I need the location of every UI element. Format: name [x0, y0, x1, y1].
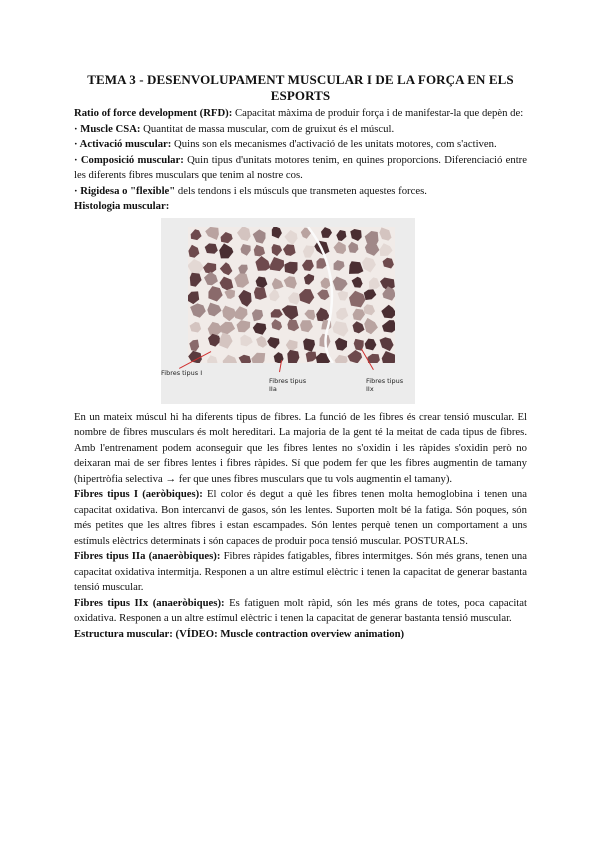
bullet-term: · Composició muscular:: [74, 153, 184, 166]
document-page: [74, 72, 527, 642]
muscle-histology-image: [188, 227, 395, 363]
bullet-text: Quantitat de massa muscular, com de gruixut és el múscul.: [140, 122, 395, 135]
bullet-composition: [74, 153, 527, 184]
bullet-term: · Muscle CSA:: [74, 122, 141, 135]
rfd-text: Capacitat màxima de produir força i de manifestar-la que depèn de:: [232, 107, 524, 119]
fibre-text: Es fatiguen molt ràpid, són les més grans de totes, poca capacitat oxidativa. Responen a un altre estímul elèctric i tenen la capacitat de generar bastanta tensió muscular.: [74, 596, 527, 624]
histology-heading: [74, 199, 527, 215]
label-fibres-type2x: Fibres tipus IIx: [366, 376, 404, 393]
histology-figure: [161, 218, 415, 404]
bullet-term: · Rigidesa o "flexible": [74, 184, 176, 197]
rfd-term: Ratio of force development (RFD):: [74, 107, 233, 119]
bullet-stiffness: [74, 184, 527, 200]
bullet-text: Quins son els mecanismes d'activació de les unitats motores, com s'activen.: [171, 138, 497, 150]
bullet-csa: [74, 122, 527, 138]
rfd-paragraph: [74, 106, 527, 122]
fibre-term: Fibres tipus IIx (anaeròbiques):: [74, 596, 225, 609]
fibre-text: Fibres ràpides fatigables, fibres intermitges. Són més grans, tenen una capacitat oxidativa intermitja. Responen a un altre estímul elèctric i tenen la capacitat de generar bastanta tensió muscular.: [74, 550, 527, 593]
bullet-text: dels tendons i els músculs que transmeten aquestes forces.: [175, 184, 427, 197]
label-fibres-type2a: Fibres tipus IIa: [269, 376, 307, 393]
bullet-text: Quin tipus d'unitats motores tenim, en quines proporcions. Diferenciació entre les diferents fibres musculars que tenim al nostre cos.: [74, 153, 527, 181]
structure-heading: [74, 627, 527, 643]
page-title: TEMA 3 - DESENVOLUPAMENT MUSCULAR I DE LA FORÇA EN ELS ESPORTS: [87, 72, 514, 103]
bullet-term: · Activació muscular:: [74, 138, 172, 150]
fibre-text: El color és degut a què les fibres tenen molta hemoglobina i tenen una capacitat oxidativa. Bon intercanvi de gasos, són les lentes. Suporten molt bé la fatiga. Són poques, són més petites que les altres fibres i estan escampades. Són lentes perquè tenen un comportament a uns estímuls elèctrics determinats i són capaces de produir poca tensió muscular. POSTURALS.: [74, 488, 527, 547]
structure-heading-text: Estructura muscular: (VÍDEO: Muscle contraction overview animation): [74, 627, 405, 640]
histology-heading-text: Histologia muscular:: [74, 200, 170, 212]
fibre-type-1-paragraph: [74, 487, 527, 549]
bullet-activation: [74, 137, 527, 153]
fibre-type-2x-paragraph: [74, 596, 527, 627]
fibre-cell: [287, 349, 299, 362]
fibre-term: Fibres tipus I (aeròbiques):: [74, 488, 203, 500]
intro-paragraph: En un mateix múscul hi ha diferents tipus de fibres. La funció de les fibres és crear tensió muscular. El nombre de fibres musculars és molt hereditari. La majoria de la gent té la meitat de cada tipus de fibres. Amb l'entrenament podem aconseguir que les fibres lentes no s'oxidin i les ràpides s'oxidin però no deixaran mai de ser fibres lentes i fibres ràpides. Sí que podem fer que les fibres augmentin de tamany (hipertròfia selectiva → fer que unes fibres musculars que tu vols augmentin el tamany).: [74, 410, 527, 485]
fibre-type-2a-paragraph: [74, 549, 527, 596]
fibre-term: Fibres tipus IIa (anaeròbiques):: [74, 550, 221, 562]
label-fibres-type1: Fibres tipus I: [161, 368, 203, 377]
